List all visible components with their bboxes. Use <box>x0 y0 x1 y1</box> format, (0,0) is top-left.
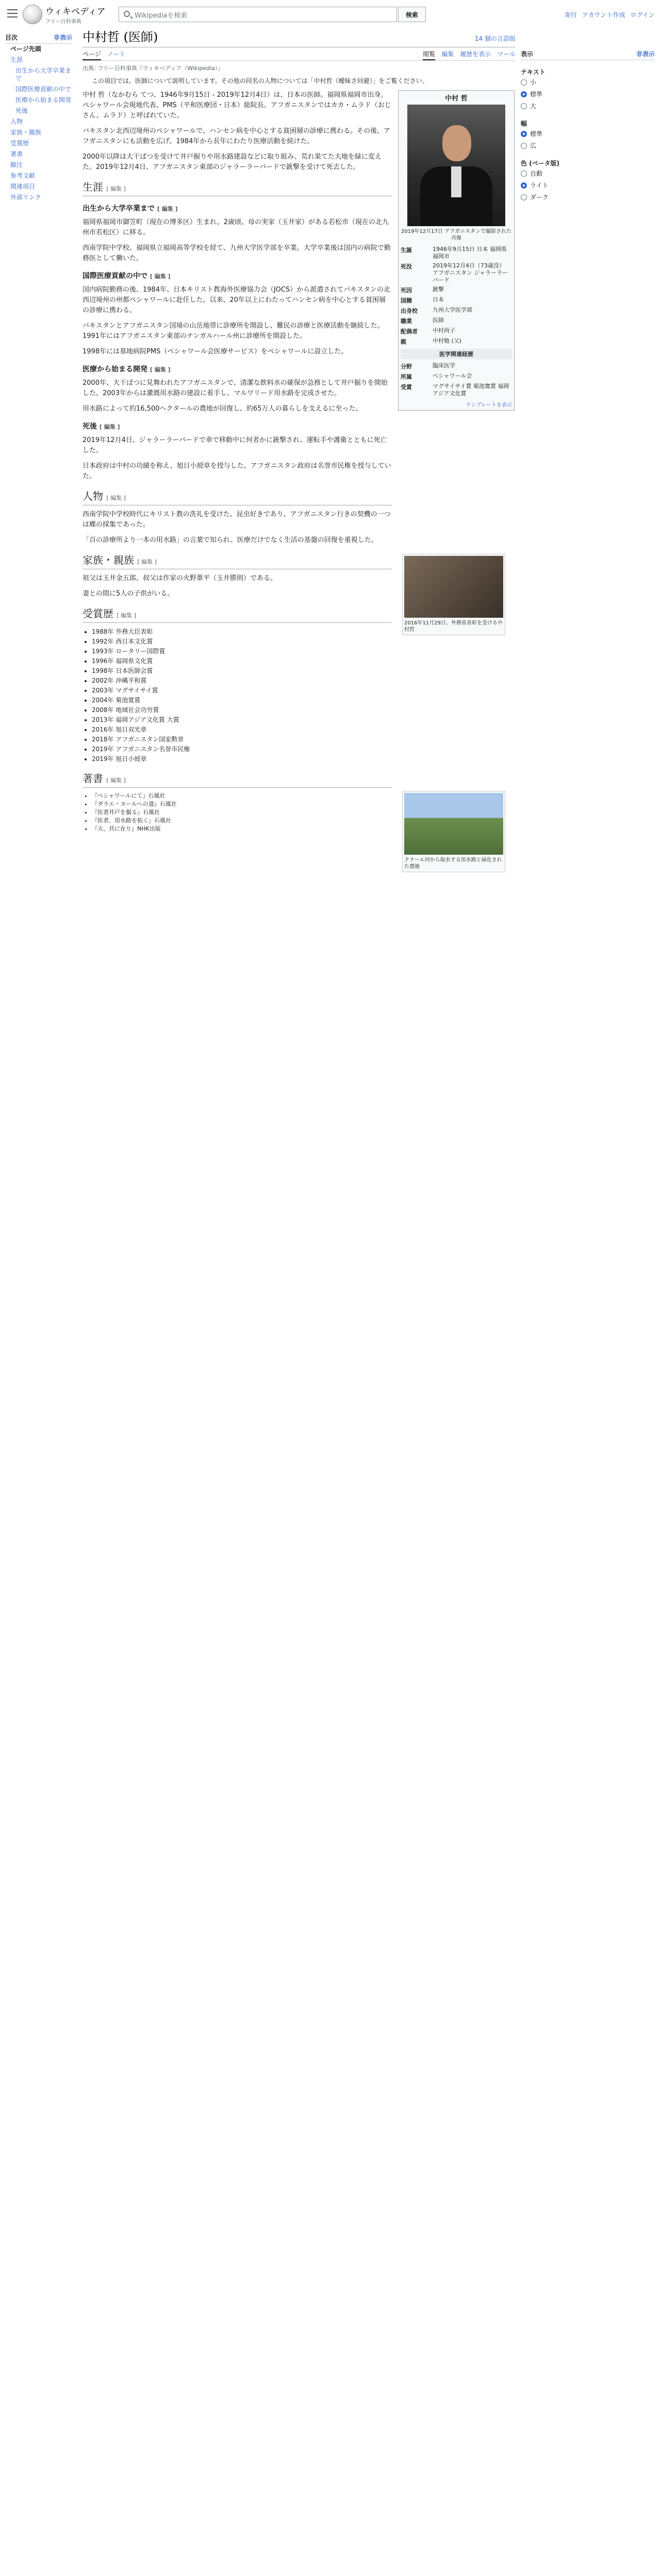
main-menu-icon[interactable] <box>7 9 18 18</box>
toc-item[interactable]: ページ先頭 <box>10 45 41 53</box>
infobox <box>398 90 515 411</box>
infobox-key: 生誕 <box>401 247 412 253</box>
awards-list <box>82 627 392 764</box>
edit-link[interactable]: [ 編集 ] <box>137 558 157 565</box>
site-header <box>0 0 662 29</box>
infobox-value: 臨床医学 <box>433 362 455 369</box>
infobox-section-title: 医学関連経歴 <box>401 349 512 359</box>
award-item: • 2018年 アフガニスタン国家勲章 <box>92 735 392 744</box>
option-label: 広 <box>530 142 537 149</box>
radio-icon <box>521 171 527 177</box>
subsection-title: 死後 <box>82 422 97 431</box>
paragraph: 2019年12月4日、ジャラーラーバードで車で移動中に何者かに銃撃され、運転手や護衛とともに死亡した。 <box>82 436 387 454</box>
book-item: • 『天、共に在り』NHK出版 <box>92 825 392 833</box>
edit-link[interactable]: [ 編集 ] <box>157 206 178 212</box>
width-wide[interactable] <box>521 140 655 151</box>
infobox-value: 中村尚子 <box>433 327 455 334</box>
infobox-value: ペシャワール会 <box>433 372 472 379</box>
toc-item[interactable]: 関連項目 <box>10 183 36 190</box>
search-button[interactable]: 検索 <box>398 7 426 22</box>
infobox-caption: 2019年12月17日 アフガニスタンで撮影された肖像 <box>401 229 511 241</box>
award-item: • 2003年 マグサイサイ賞 <box>92 686 392 696</box>
tab-edit[interactable]: 編集 <box>441 50 454 58</box>
awards-heading: 受賞歴 [ 編集 ] <box>82 608 392 623</box>
figure-canal-photo[interactable] <box>402 791 505 872</box>
books-list <box>82 792 392 833</box>
text-size-heading: テキスト <box>521 69 545 76</box>
toc-title: 目次 <box>5 34 18 41</box>
color-light[interactable] <box>521 179 655 191</box>
toc-item[interactable]: 死後 <box>15 107 28 114</box>
toc-item[interactable]: 国際医療貢献の中で <box>15 86 72 93</box>
radio-selected-icon <box>521 182 527 189</box>
paragraph: 2000年、大干ばつに見舞われたアフガニスタンで、清潔な飲料水の確保が急務として井戸掘りを開始した。2003年からは灌漑用水路の建設に着手し、マルワリード用水路を完成させた。 <box>82 379 388 397</box>
globe-icon <box>23 5 42 24</box>
width-standard[interactable] <box>521 128 655 140</box>
canal-photo <box>404 793 503 855</box>
paragraph: 西南学院中学校、福岡県立福岡高等学校を経て、九州大学医学部を卒業。大学卒業後は国内の病院で勤務医として働いた。 <box>82 244 391 262</box>
search-placeholder: Wikipediaを検索 <box>135 11 188 20</box>
article-body <box>82 90 392 833</box>
article-sections <box>82 182 392 599</box>
tab-history[interactable]: 履歴を表示 <box>460 50 491 58</box>
paragraph: 用水路によって約16,500ヘクタールの農地が回復し、約65万人の暮らしを支えるに至った。 <box>82 405 362 413</box>
award-item: • 2002年 沖縄平和賞 <box>92 676 392 686</box>
figure-caption: 2016年11月29日、外務省表彰を受ける中村哲 <box>404 620 503 633</box>
subsection-heading <box>82 271 392 282</box>
paragraph: 福岡県福岡市御笠町（現在の博多区）生まれ。2歳頃、母の実家（玉井家）がある若松市（現在の北九州市若松区）に移る。 <box>82 218 389 236</box>
radio-selected-icon <box>521 91 527 97</box>
page-source-note: 出典: フリー百科事典『ウィキペディア（Wikipedia）』 <box>82 65 224 72</box>
award-item: • 2019年 アフガニスタン名誉市民権 <box>92 744 392 754</box>
portrait-image[interactable] <box>407 105 505 226</box>
login-link[interactable]: ログイン <box>630 11 655 19</box>
user-links <box>565 10 655 19</box>
tab-page[interactable]: ページ <box>82 49 101 60</box>
donate-link[interactable]: 寄付 <box>564 11 577 19</box>
toc-item[interactable]: 脚注 <box>10 161 23 168</box>
infobox-key: 出身校 <box>401 308 418 314</box>
toc-hide-button[interactable]: 非表示 <box>53 34 72 41</box>
infobox-value: 九州大学医学部 <box>433 307 472 313</box>
section-heading <box>82 182 392 196</box>
tab-read[interactable]: 閲覧 <box>423 49 435 60</box>
infobox-row <box>401 306 512 316</box>
paragraph: 「百の診療所より一本の用水路」の言葉で知られ、医療だけでなく生活の基盤の回復を重視した。 <box>82 536 378 544</box>
infobox-value: 2019年12月4日（73歳没） アフガニスタン ジャラーラーバード <box>433 262 508 283</box>
paragraph: 日本政府は中村の功績を称え、旭日小綬章を授与した。アフガニスタン政府は名誉市民権を授与していた。 <box>82 462 391 480</box>
option-label: ライト <box>530 182 549 189</box>
infobox-key: 受賞 <box>401 384 412 391</box>
radio-selected-icon <box>521 131 527 137</box>
edit-link[interactable]: [ 編集 ] <box>150 366 171 373</box>
award-item: • 2004年 菊池寛賞 <box>92 696 392 705</box>
language-button[interactable]: 14 個の言語版 <box>474 35 516 42</box>
edit-link[interactable]: [ 編集 ] <box>117 612 136 619</box>
radio-icon <box>521 194 527 200</box>
paragraph: 国内病院勤務の後、1984年、日本キリスト教海外医療協力会（JOCS）から派遣されてパキスタンの北西辺境州の州都ペシャワールに赴任した。以来、20年以上にわたってハンセン病を中心とする貧困層の診療に携わる。 <box>82 286 390 314</box>
infobox-value: 医師 <box>433 317 444 324</box>
infobox-table <box>401 245 512 347</box>
toc-item[interactable]: 医療から始まる開発 <box>15 96 72 104</box>
infobox-row <box>401 316 512 326</box>
template-link[interactable]: テンプレートを表示 <box>466 402 512 408</box>
award-item: • 1992年 西日本文化賞 <box>92 637 392 647</box>
infobox-key: 所属 <box>401 374 412 380</box>
text-size-large[interactable] <box>521 100 655 112</box>
section-heading <box>82 555 392 569</box>
option-label: 自動 <box>530 170 543 177</box>
text-size-standard[interactable] <box>521 88 655 100</box>
subsection-title: 医療から始まる開発 <box>82 365 147 374</box>
search-input[interactable] <box>119 7 397 22</box>
infobox-row <box>401 336 512 347</box>
award-item: • 1996年 福岡県文化賞 <box>92 656 392 666</box>
option-label: 標準 <box>530 91 543 98</box>
infobox-row <box>401 285 512 295</box>
award-item: • 2008年 地域社会功労賞 <box>92 705 392 715</box>
toc-item[interactable]: 出生から大学卒業まで <box>15 67 72 82</box>
paragraph: 妻との間に5人の子供がいる。 <box>82 590 174 598</box>
logo-subtitle: フリー百科事典 <box>45 19 81 25</box>
award-item: • 1998年 日本医師会賞 <box>92 666 392 676</box>
edit-link[interactable]: [ 編集 ] <box>106 777 126 784</box>
edit-link[interactable]: [ 編集 ] <box>106 185 126 192</box>
award-item: • 1988年 外務大臣表彰 <box>92 627 392 637</box>
toc-item[interactable]: 家族・親族 <box>10 129 42 136</box>
figure-award-photo[interactable] <box>402 554 505 635</box>
option-label: 標準 <box>530 130 543 138</box>
infobox-value: 銃撃 <box>433 286 444 293</box>
infobox-key: 死没 <box>401 263 412 270</box>
edit-link[interactable]: [ 編集 ] <box>99 423 120 430</box>
infobox-row <box>401 261 512 285</box>
book-item: • 『ダラエ・ヌールへの道』石風社 <box>92 800 392 808</box>
toc-item[interactable]: 著書 <box>10 150 23 158</box>
radio-icon <box>521 143 527 149</box>
figure-caption: クナール河から取水する用水路と緑化された農地 <box>404 857 502 870</box>
page-title: 中村哲 (医師) <box>82 30 158 44</box>
edit-link[interactable]: [ 編集 ] <box>106 495 126 501</box>
award-item: • 2016年 旭日双光章 <box>92 725 392 735</box>
books-heading: 著書 [ 編集 ] <box>82 773 392 788</box>
infobox-row <box>401 295 512 306</box>
award-item: • 2019年 旭日小綬章 <box>92 754 392 764</box>
lead-section <box>82 90 392 173</box>
infobox-table-2 <box>401 361 512 398</box>
infobox-key: 配偶者 <box>401 328 418 335</box>
appearance-hide-button[interactable]: 非表示 <box>636 50 655 58</box>
logo-title: ウィキペディア <box>45 7 106 17</box>
option-label: 大 <box>530 103 537 110</box>
toc-list <box>5 44 72 203</box>
tab-talk[interactable]: ノート <box>107 50 126 58</box>
award-item: • 2013年 福岡アジア文化賞 大賞 <box>92 715 392 725</box>
infobox-value: マグサイサイ賞 菊池寛賞 福岡アジア文化賞 <box>433 383 509 397</box>
paragraph: 西南学院中学校時代にキリスト教の洗礼を受けた。昆虫好きであり、アフガニスタン行きの契機の一つは蝶の採集であった。 <box>82 511 391 529</box>
page-tabs <box>82 49 516 61</box>
color-dark[interactable] <box>521 191 655 203</box>
subsection-title: 出生から大学卒業まで <box>82 205 155 213</box>
toc-item[interactable]: 参考文献 <box>10 172 36 179</box>
award-photo <box>404 556 503 618</box>
radio-icon <box>521 79 527 86</box>
edit-link[interactable]: [ 編集 ] <box>150 273 171 280</box>
infobox-row <box>401 382 512 398</box>
appearance-panel <box>521 49 655 203</box>
subsection-heading <box>82 364 392 375</box>
section-heading <box>82 491 392 505</box>
toc-item[interactable]: 生涯 <box>10 56 23 63</box>
lead-paragraph: 2000年以降は大干ばつを受けて井戸掘りや用水路建設などに取り組み、荒れ果てた大地を緑に変えた。2019年12月4日、アフガニスタン東部のジャラーラーバードで銃撃を受けて死去した。 <box>82 153 382 171</box>
color-heading: 色 (ベータ版) <box>521 160 560 167</box>
option-label: 小 <box>530 79 537 86</box>
width-heading: 幅 <box>521 120 527 127</box>
infobox-value: 1946年9月15日 日本 福岡県福岡市 <box>433 246 507 260</box>
infobox-key: 分野 <box>401 363 412 370</box>
infobox-value: 中村勉 (父) <box>433 337 462 344</box>
infobox-key: 国籍 <box>401 297 412 304</box>
book-item: • 『ペシャワールにて』石風社 <box>92 792 392 800</box>
lead-paragraph: 中村 哲（なかむら てつ、1946年9月15日 - 2019年12月4日）は、日本の医師。福岡県福岡市出身。ペシャワール会現地代表、PMS（平和医療団・日本）総院長。アフガニスタンではカカ・ムラド（おじさん、ムラド）と呼ばれていた。 <box>82 91 391 120</box>
infobox-row <box>401 245 512 261</box>
infobox-key: 死因 <box>401 287 412 294</box>
create-account-link[interactable]: アカウント作成 <box>582 11 625 19</box>
section-title: 生涯 <box>82 181 103 193</box>
table-of-contents <box>5 33 72 203</box>
infobox-row <box>401 361 512 371</box>
book-item: • 『医者、用水路を拓く』石風社 <box>92 817 392 825</box>
award-item: • 1993年 ロータリー国際賞 <box>92 647 392 656</box>
subsection-heading <box>82 204 392 214</box>
subsection-title: 国際医療貢献の中で <box>82 272 147 280</box>
section-title: 家族・親族 <box>82 554 134 566</box>
paragraph: パキスタンとアフガニスタン国境の山岳地帯に診療所を開設し、難民の診療と医療活動を継続した。1991年にはアフガニスタン東部のナンガルハール州に診療所を開設した。 <box>82 322 384 340</box>
lead-paragraph: パキスタン北西辺境州のペシャワールで、ハンセン病を中心とする貧困層の診療に携わる。その後、アフガニスタンにも活動を広げ、1984年から長年にわたり医療活動を続けた。 <box>82 127 390 145</box>
subsection-heading <box>82 421 392 432</box>
infobox-row <box>401 326 512 336</box>
infobox-value: 日本 <box>433 296 444 303</box>
infobox-key: 職業 <box>401 318 412 325</box>
infobox-name: 中村 哲 <box>445 95 468 103</box>
paragraph: 1998年には基地病院PMS（ペシャワール会医療サービス）をペシャワールに設立した。 <box>82 348 348 355</box>
infobox-key: 親 <box>401 338 406 345</box>
section-title: 人物 <box>82 490 103 502</box>
search-icon <box>124 11 130 17</box>
paragraph: 祖父は玉井金五郎。叔父は作家の火野葦平（玉井勝則）である。 <box>82 574 277 582</box>
toc-item[interactable]: 人物 <box>10 118 23 125</box>
appearance-title: 表示 <box>521 50 534 58</box>
wikipedia-logo[interactable] <box>23 4 106 25</box>
infobox-row <box>401 371 512 382</box>
main-content <box>82 29 516 870</box>
radio-icon <box>521 103 527 109</box>
hatnote: この項目では、医師について説明しています。その他の同名の人物については「中村哲（曖昧さ回避）」をご覧ください。 <box>92 77 428 84</box>
option-label: ダーク <box>530 194 549 201</box>
tab-tools[interactable]: ツール <box>497 50 516 58</box>
book-item: • 『医者井戸を掘る』石風社 <box>92 808 392 817</box>
color-auto[interactable] <box>521 167 655 179</box>
toc-item[interactable]: 外部リンク <box>10 194 41 201</box>
toc-item[interactable]: 受賞歴 <box>10 140 29 147</box>
text-size-small[interactable] <box>521 76 655 88</box>
